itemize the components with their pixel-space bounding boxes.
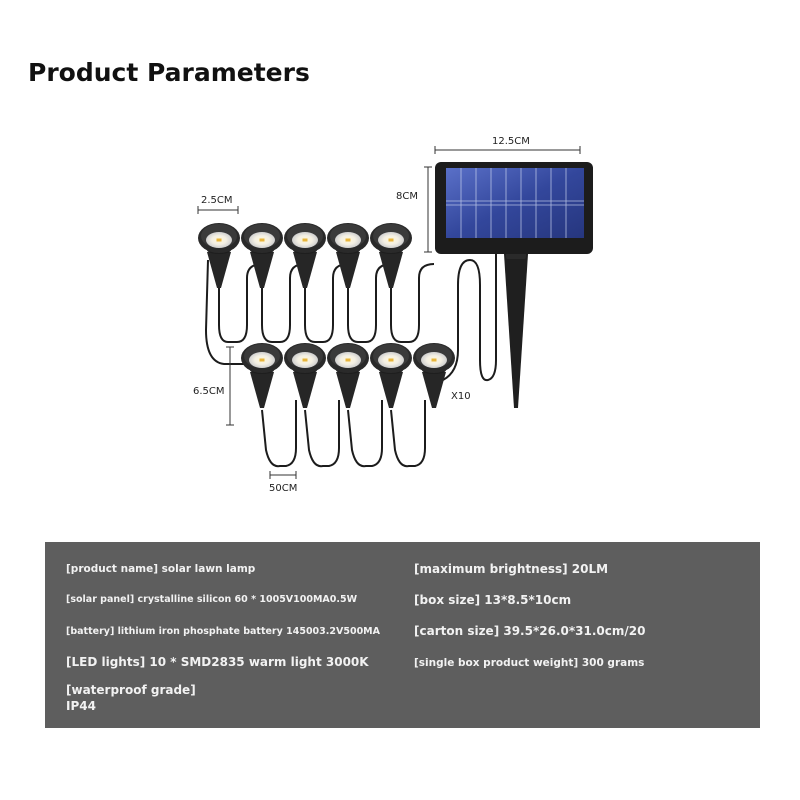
- lamp-width-label: 2.5CM: [201, 195, 233, 206]
- spec-waterproof-value: IP44: [66, 699, 96, 713]
- panel-width-label: 12.5CM: [492, 136, 530, 147]
- spec-max-brightness: [maximum brightness] 20LM: [414, 562, 609, 576]
- panel-height-label: 8CM: [396, 191, 418, 202]
- spec-box-weight: [single box product weight] 300 grams: [414, 657, 645, 669]
- spec-carton-size: [carton size] 39.5*26.0*31.0cm/20: [414, 624, 646, 638]
- lamp-bottom-1: [241, 343, 283, 408]
- spacing-label: 50CM: [269, 483, 298, 494]
- page-title: Product Parameters: [28, 58, 310, 87]
- lamp-bottom-2: [284, 343, 326, 408]
- lamp-bottom-4: [370, 343, 412, 408]
- lamp-bottom-3: [327, 343, 369, 408]
- spec-box-size: [box size] 13*8.5*10cm: [414, 593, 572, 607]
- spec-panel: [45, 542, 760, 728]
- quantity-label: X10: [451, 391, 471, 402]
- spec-waterproof-label: [waterproof grade]: [66, 683, 196, 697]
- lamp-top-1: [198, 223, 240, 288]
- spec-product-name: [product name] solar lawn lamp: [66, 563, 256, 575]
- spec-solar-panel: [solar panel] crystalline silicon 60 * 1005V100MA0.5W: [66, 594, 358, 605]
- spec-led-lights: [LED lights] 10 * SMD2835 warm light 3000K: [66, 655, 369, 669]
- spec-battery: [battery] lithium iron phosphate battery 145003.2V500MA: [66, 626, 380, 637]
- lamp-height-label: 6.5CM: [193, 386, 225, 397]
